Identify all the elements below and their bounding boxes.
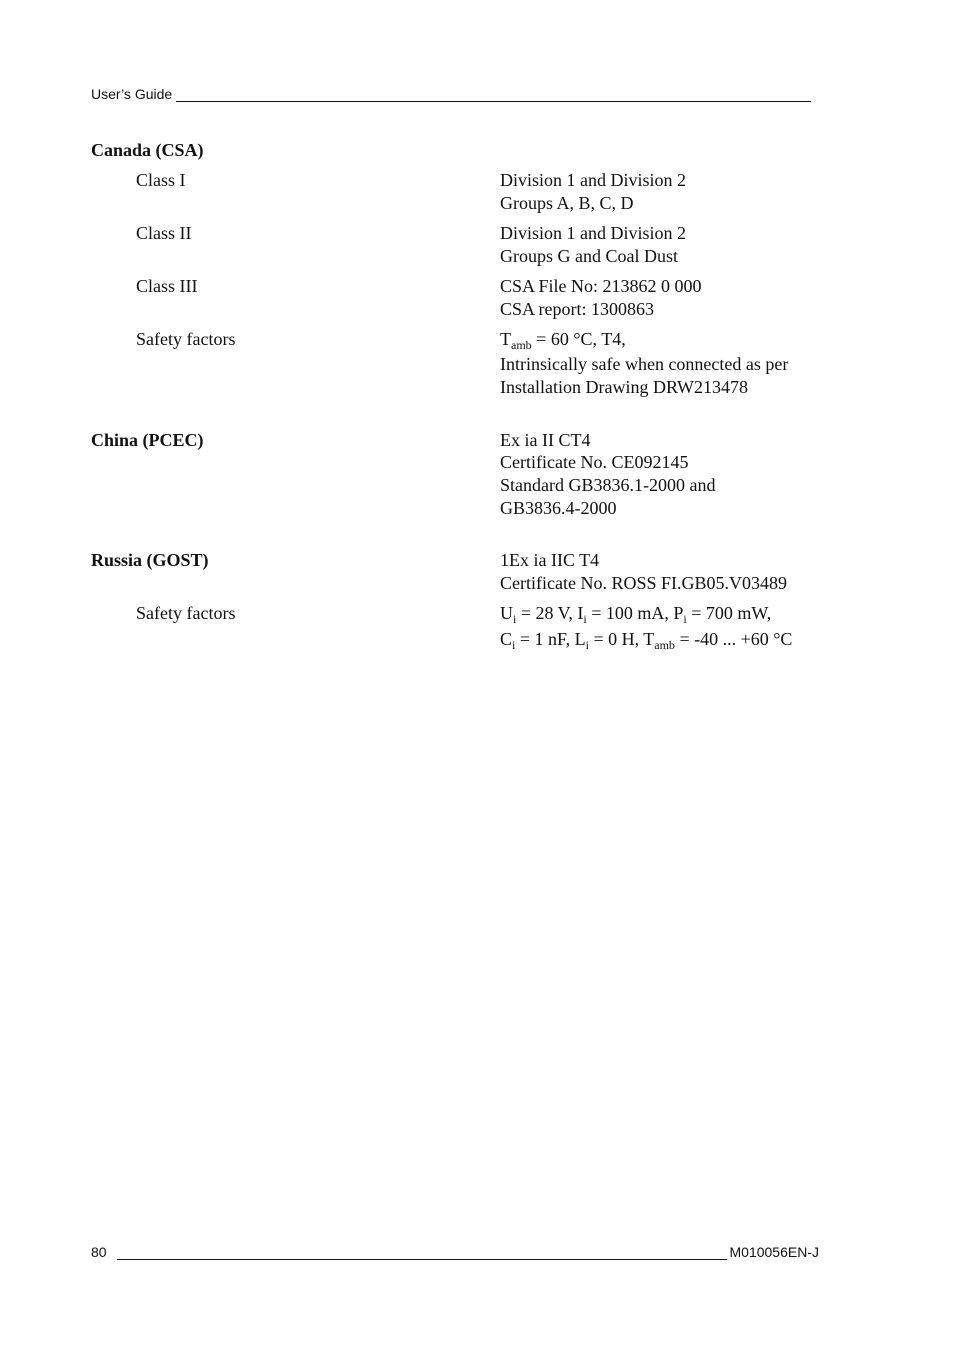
canada-heading: Canada (CSA) xyxy=(91,140,204,160)
header-rule xyxy=(176,88,811,102)
canada-class1-line1: Division 1 and Division 2 xyxy=(500,170,687,190)
canada-safety-label: Safety factors xyxy=(136,329,236,349)
canada-class1-line2: Groups A, B, C, D xyxy=(500,193,634,213)
canada-class2-label: Class II xyxy=(136,223,192,243)
canada-class1-label: Class I xyxy=(136,170,186,190)
document-code: M010056EN-J xyxy=(729,1244,819,1260)
footer-rule xyxy=(117,1246,727,1260)
russia-line2: Certificate No. ROSS FI.GB05.V03489 xyxy=(500,573,787,593)
canada-class3-line2: CSA report: 1300863 xyxy=(500,299,655,319)
russia-safety-line2: $C_i = 1$ nF, $L_i = 0$ H, $T_{amb} = -40$ ... +60 °C xyxy=(500,629,793,652)
china-line2: Certificate No. CE092145 xyxy=(500,452,689,472)
canada-class2-line2: Groups G and Coal Dust xyxy=(500,246,678,266)
canada-class3-line1: CSA File No: 213862 0 000 xyxy=(500,276,702,296)
canada-safety-line1: $T_{amb} = 60$ °C, T4, xyxy=(500,329,626,352)
china-heading: China (PCEC) xyxy=(91,430,204,450)
russia-heading: Russia (GOST) xyxy=(91,550,209,570)
russia-line1: 1Ex ia IIC T4 xyxy=(500,550,600,570)
canada-class3-label: Class III xyxy=(136,276,198,296)
canada-safety-line2: Intrinsically safe when connected as per xyxy=(500,354,789,374)
china-line4: GB3836.4-2000 xyxy=(500,498,617,518)
header-title: User’s Guide xyxy=(91,86,173,102)
russia-safety-label: Safety factors xyxy=(136,603,236,623)
canada-safety-line3: Installation Drawing DRW213478 xyxy=(500,377,748,397)
china-line3: Standard GB3836.1-2000 and xyxy=(500,475,716,495)
page-number: 80 xyxy=(91,1244,107,1260)
page-footer xyxy=(91,1244,819,1260)
china-line1: Ex ia II CT4 xyxy=(500,430,591,450)
canada-class2-line1: Division 1 and Division 2 xyxy=(500,223,687,243)
russia-safety-line1: $U_i = 28$ V, $I_i = 100$ mA, $P_i = 700$ mW, xyxy=(500,603,772,626)
page-header xyxy=(91,86,811,102)
